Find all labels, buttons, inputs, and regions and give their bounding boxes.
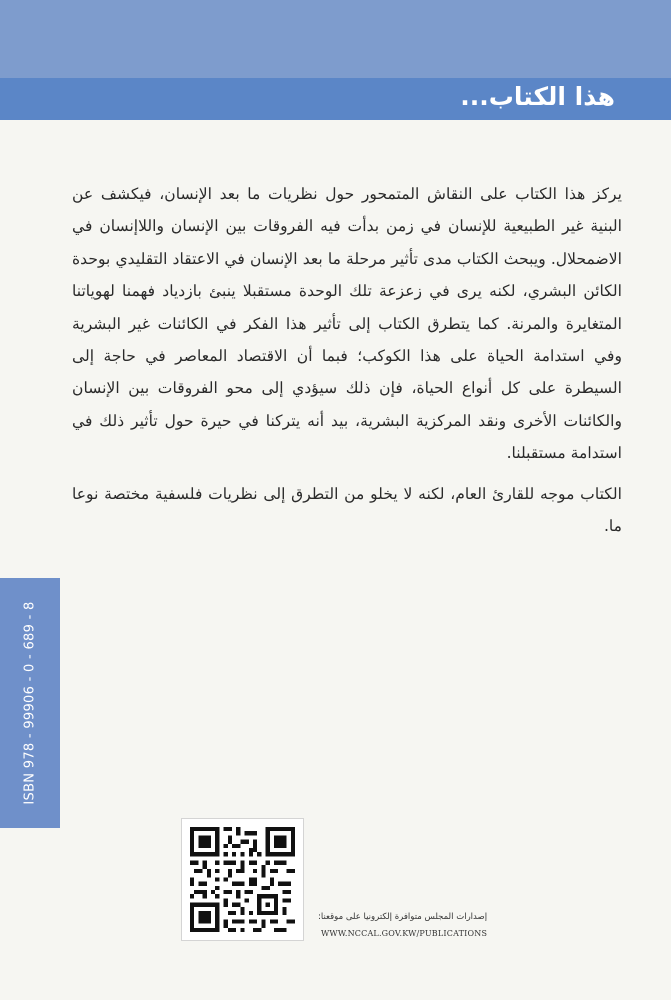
blurb-text xyxy=(72,178,622,542)
blurb-paragraph-2: الكتاب موجه للقارئ العام، لكنه لا يخلو من التطرق إلى نظريات فلسفية مختصة نوعا ما. xyxy=(72,484,622,536)
availability-note: إصدارات المجلس متوافرة إلكترونيا على موقعنا: xyxy=(318,912,488,922)
qr-code-icon xyxy=(190,827,295,932)
publications-url[interactable]: WWW.NCCAL.GOV.KW/PUBLICATIONS xyxy=(321,929,488,938)
isbn-number: ISBN 978 - 99906 - 0 - 689 - 8 xyxy=(22,601,38,805)
blurb-paragraph-1: يركز هذا الكتاب على النقاش المتمحور حول نظريات ما بعد الإنسان، فيكشف عن البنية غير الطبيعية للإنسان في زمن بدأت فيه الفروقات بين الإنسان واللاإنسان في الاضمحلال. ويبحث الكتاب مدى تأثير مرحلة ما بعد الإنسان في الاعتقاد التقليدي بوحدة الكائن البشري، لكنه يرى في زعزعة تلك الوحدة مستقبلا ينبئ بازدياد فهمنا لهوياتنا المتغايرة والمرنة. كما يتطرق الكتاب إلى تأثير هذا الفكر في الكائنات غير البشرية وفي استدامة الحياة على هذا الكوكب؛ فبما أن الاقتصاد المعاصر في حاجة إلى السيطرة على كل أنواع الحياة، فإن ذلك سيؤدي إلى محو الفروقات بين الإنسان والكائنات الأخرى ونقد المركزية البشرية، بيد أنه يتركنا في حيرة حول تأثير ذلك في استدامة مستقبلنا. xyxy=(72,185,622,463)
qr-code[interactable] xyxy=(181,818,304,941)
cover-heading: هذا الكتاب... xyxy=(460,82,615,111)
